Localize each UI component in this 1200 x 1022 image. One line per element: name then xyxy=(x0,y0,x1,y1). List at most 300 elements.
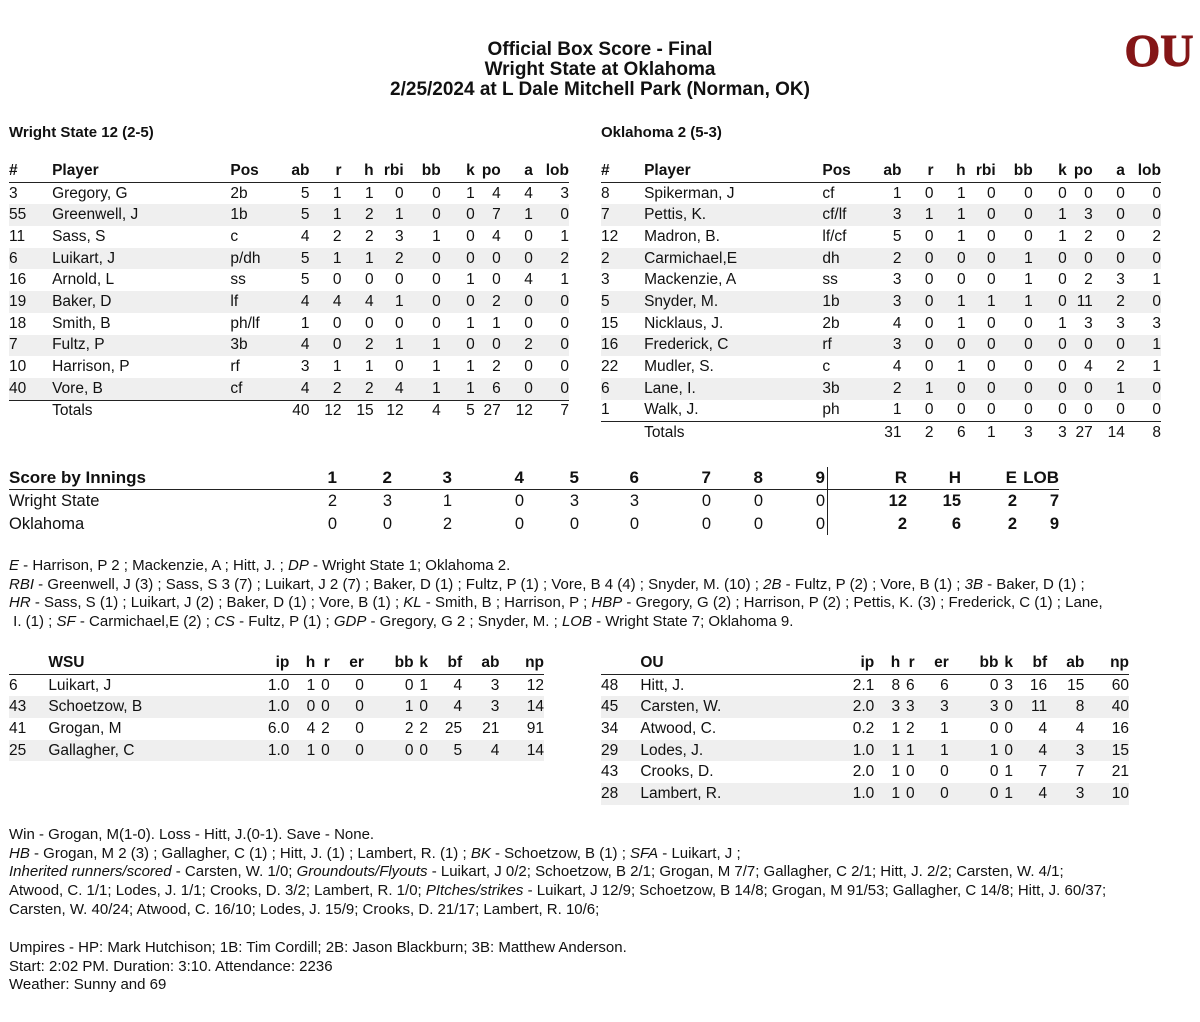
note-text: - Wright State 7; Oklahoma 9. xyxy=(591,612,794,630)
stat-cell: 0 xyxy=(1084,249,1093,267)
team-total: 2 xyxy=(897,514,907,533)
stat-cell: 60 xyxy=(1111,676,1129,694)
player-name: Spikerman, J xyxy=(644,184,735,202)
stat-cell: 3 xyxy=(395,227,404,245)
stat-cell: 15 xyxy=(1067,676,1085,694)
totals-cell: 7 xyxy=(560,402,569,420)
totals-label: E xyxy=(1005,467,1017,487)
note-text: - Gregory, G 2 ; Snyder, M. ; xyxy=(366,612,562,630)
note-text: I. (1) ; xyxy=(9,612,57,630)
stat-cell: 0 xyxy=(987,271,996,289)
column-header: bb xyxy=(979,653,999,671)
stat-cell: ss xyxy=(230,271,246,289)
player-name: Gregory, G xyxy=(52,184,128,202)
stat-cell: 4 xyxy=(1075,719,1085,737)
stat-cell: 0 xyxy=(404,741,414,759)
inning-runs: 0 xyxy=(382,514,392,533)
stat-cell: 1 xyxy=(432,227,441,245)
stat-cell: 2 xyxy=(332,379,342,397)
note-text: - Harrison, P 2 ; Mackenzie, A ; Hitt, J. ; xyxy=(19,557,288,574)
pitcher-name: Crooks, D. xyxy=(640,763,714,781)
column-header: h xyxy=(305,653,316,671)
stat-cell: 0 xyxy=(466,249,475,267)
column-header: lob xyxy=(1137,161,1161,179)
team-total: 2 xyxy=(1007,514,1017,533)
stat-cell: 1 xyxy=(940,719,949,737)
totals-cell: 40 xyxy=(292,402,310,420)
stat-cell: 2 xyxy=(364,206,374,224)
note-text: - Smith, B ; Harrison, P ; xyxy=(421,594,592,611)
note-label: LOB xyxy=(561,612,592,630)
stat-cell: 0 xyxy=(1084,379,1093,397)
stat-cell: 4 xyxy=(332,292,342,310)
stat-cell: 0 xyxy=(1024,206,1033,224)
totals-cell xyxy=(230,400,280,422)
batter-row xyxy=(9,335,569,357)
note-label: 2B xyxy=(763,575,782,593)
page-title: Official Box Score - Final xyxy=(487,39,713,60)
team-name: Wright State xyxy=(9,491,100,510)
totals-cell: 27 xyxy=(483,402,501,420)
player-name: Walk, J. xyxy=(644,401,699,419)
stat-cell: 0 xyxy=(492,271,501,289)
stat-cell: 0 xyxy=(924,249,934,267)
stat-cell: 0 xyxy=(1024,227,1033,245)
column-header: ab xyxy=(291,161,310,179)
stat-cell: 2 xyxy=(364,379,374,397)
column-header: h xyxy=(364,161,374,179)
stat-cell: 0 xyxy=(956,271,966,289)
stat-cell: 1 xyxy=(1004,763,1013,781)
stat-cell: 1 xyxy=(364,184,374,202)
innings-header-row xyxy=(9,467,1059,489)
note-label: HR xyxy=(9,594,31,611)
innings-team-row xyxy=(9,513,1059,536)
stat-cell: 3 xyxy=(892,292,902,310)
stat-cell: 0 xyxy=(924,401,934,419)
stat-cell: rf xyxy=(230,358,240,376)
stat-cell: 4 xyxy=(1038,719,1048,737)
player-name: Mudler, S. xyxy=(644,358,714,376)
stat-cell: 0 xyxy=(1116,184,1125,202)
stat-cell: 41 xyxy=(9,719,27,737)
stat-cell: 5 xyxy=(892,227,902,245)
stat-cell: 0 xyxy=(560,358,569,376)
inning-runs: 0 xyxy=(701,491,711,510)
stat-cell: 7 xyxy=(1038,763,1048,781)
stat-cell: 1 xyxy=(466,358,475,376)
column-header: r xyxy=(323,653,330,671)
pitcher-row xyxy=(9,696,544,718)
inning-number: 4 xyxy=(514,467,524,487)
player-name: Mackenzie, A xyxy=(644,271,737,289)
game-date-venue: 2/25/2024 at L Dale Mitchell Park (Norman, OK) xyxy=(390,79,810,100)
batter-row xyxy=(9,204,569,226)
stat-cell: 0 xyxy=(940,784,949,802)
away-pitching-table xyxy=(9,652,544,761)
stat-cell: 2 xyxy=(332,227,342,245)
stat-cell: 3 xyxy=(891,698,901,716)
column-header: k xyxy=(419,653,429,671)
stat-cell: 4 xyxy=(1084,358,1093,376)
stat-cell: 0 xyxy=(956,401,966,419)
note-label: BK xyxy=(470,844,491,862)
totals-cell: 5 xyxy=(466,402,475,420)
stat-cell: 0 xyxy=(466,292,475,310)
innings-title: Score by Innings xyxy=(9,467,146,487)
stat-cell: 0 xyxy=(1152,292,1161,310)
stat-cell: 0 xyxy=(1116,206,1125,224)
stat-cell: 3 xyxy=(560,184,569,202)
stat-cell: 0 xyxy=(492,249,501,267)
batter-row xyxy=(601,335,1161,357)
team-total: 12 xyxy=(888,491,907,510)
stat-cell: 1 xyxy=(1152,336,1161,354)
team-total: 9 xyxy=(1049,514,1059,533)
totals-cell: 12 xyxy=(386,402,404,420)
pitcher-row xyxy=(601,696,1129,718)
stat-cell: 3 xyxy=(1152,314,1161,332)
stat-cell: 1 xyxy=(466,271,475,289)
totals-cell: 14 xyxy=(1107,424,1125,442)
stat-cell: 18 xyxy=(9,314,27,332)
totals-cell: Totals xyxy=(644,424,685,442)
stat-cell: 2 xyxy=(419,719,429,737)
stat-cell: 12 xyxy=(601,227,619,245)
column-header: po xyxy=(1073,161,1093,179)
stat-cell: 2 xyxy=(1084,227,1093,245)
stat-cell: 0 xyxy=(466,336,475,354)
stat-cell: 29 xyxy=(601,741,619,759)
totals-cell: 27 xyxy=(1075,424,1093,442)
stat-cell: 21 xyxy=(482,719,500,737)
stat-cell: 4 xyxy=(524,271,533,289)
stat-cell: 3 xyxy=(989,698,999,716)
stat-cell: 0 xyxy=(906,784,915,802)
stat-cell: 15 xyxy=(601,314,619,332)
stat-cell: 1 xyxy=(332,184,342,202)
pitcher-name: Grogan, M xyxy=(48,719,122,737)
batter-row xyxy=(9,182,569,204)
stat-cell: 1 xyxy=(1024,271,1033,289)
stat-cell: 45 xyxy=(601,698,619,716)
inning-runs: 0 xyxy=(629,514,639,533)
stat-cell: 3 xyxy=(940,698,949,716)
stat-cell: 0 xyxy=(1058,336,1067,354)
stat-cell: 0 xyxy=(560,292,569,310)
stat-cell: 0 xyxy=(989,719,999,737)
note-text: - Baker, D (1) ; xyxy=(982,575,1085,593)
stat-cell: 0 xyxy=(987,336,996,354)
stat-cell: 3 xyxy=(601,271,610,289)
stat-cell: 40 xyxy=(9,379,27,397)
stat-cell: 5 xyxy=(300,249,310,267)
note-text: - Carmichael,E (2) ; xyxy=(75,612,215,630)
note-line xyxy=(9,901,1194,920)
column-header: k xyxy=(1058,161,1067,179)
note-text: - Schoetzow, B (1) ; xyxy=(490,844,631,862)
stat-cell: 4 xyxy=(300,227,310,245)
totals-cell: 2 xyxy=(924,424,934,442)
stat-cell: 22 xyxy=(601,358,619,376)
player-name: Madron, B. xyxy=(644,227,720,245)
column-header: Pos xyxy=(822,161,851,179)
team-name: Oklahoma xyxy=(9,514,85,533)
column-header: ip xyxy=(275,653,290,671)
column-header: k xyxy=(466,161,475,179)
stat-cell: 0 xyxy=(1058,379,1067,397)
stat-cell: 6 xyxy=(9,249,18,267)
stat-cell: 0 xyxy=(1084,401,1093,419)
stat-cell: 0 xyxy=(355,676,364,694)
note-label: Groundouts/Flyouts xyxy=(296,863,428,881)
stat-cell: 0 xyxy=(355,719,364,737)
stat-cell: 0 xyxy=(364,314,374,332)
stat-cell: 0 xyxy=(989,763,999,781)
totals-row xyxy=(601,422,1161,444)
note-text: - Greenwell, J (3) ; Sass, S 3 (7) ; Luikart, J 2 (7) ; Baker, D (1) ; Fultz, P (1) ; Vore, B 4 (4) ; Snyder, M. (10) ; xyxy=(34,575,764,593)
stat-cell: lf xyxy=(230,292,239,310)
stat-cell: 0 xyxy=(432,249,441,267)
stat-cell: 21 xyxy=(1111,763,1129,781)
game-info xyxy=(9,939,1194,995)
stat-cell: 3 xyxy=(1075,784,1085,802)
stat-cell: 10 xyxy=(9,358,27,376)
inning-number: 1 xyxy=(327,467,337,487)
column-header: r xyxy=(927,161,934,179)
stat-cell: 0 xyxy=(332,271,342,289)
stat-cell: 5 xyxy=(300,184,310,202)
note-text: Atwood, C. 1/1; Lodes, J. 1/1; Crooks, D. 3/2; Lambert, R. 1/0; xyxy=(9,882,426,900)
stat-cell: 3 xyxy=(1116,271,1125,289)
innings-team-row xyxy=(9,489,1059,513)
stat-cell: 48 xyxy=(601,676,619,694)
column-header: bb xyxy=(1013,161,1033,179)
stat-cell: 0 xyxy=(432,314,441,332)
stat-cell: 16 xyxy=(1029,676,1048,694)
stat-cell: 1 xyxy=(1152,358,1161,376)
player-name: Nicklaus, J. xyxy=(644,314,724,332)
stat-cell: 1 xyxy=(419,676,429,694)
stat-cell: ph xyxy=(822,401,840,419)
inning-runs: 3 xyxy=(629,491,639,510)
stat-cell: 0.2 xyxy=(852,719,875,737)
stat-cell: 0 xyxy=(419,741,429,759)
stat-cell: 7 xyxy=(9,336,18,354)
away-batting-table xyxy=(9,160,569,422)
weather-line: Weather: Sunny and 69 xyxy=(9,976,167,994)
stat-cell: 1 xyxy=(892,401,902,419)
stat-cell: 2 xyxy=(1116,358,1125,376)
note-label: SFA xyxy=(630,844,659,862)
stat-cell: 0 xyxy=(1024,184,1033,202)
column-header: er xyxy=(934,653,949,671)
column-header: bf xyxy=(447,653,463,671)
player-name: Harrison, P xyxy=(52,358,130,376)
column-header: Player xyxy=(644,161,691,179)
matchup-title: Wright State at Oklahoma xyxy=(484,59,716,80)
stat-cell: 11 xyxy=(9,227,26,245)
batter-row xyxy=(9,269,569,291)
stat-cell: 0 xyxy=(364,271,374,289)
home-batting-header-row xyxy=(601,160,1161,182)
player-name: Lane, I. xyxy=(644,379,696,397)
stat-cell: 0 xyxy=(1152,206,1161,224)
stat-cell: 1 xyxy=(395,292,404,310)
stat-cell: 4 xyxy=(524,184,533,202)
stat-cell: 5 xyxy=(300,206,310,224)
stat-cell: 0 xyxy=(1058,271,1067,289)
stat-cell: 0 xyxy=(432,184,441,202)
stat-cell: 1 xyxy=(924,206,934,224)
stat-cell: 1 xyxy=(891,763,901,781)
stat-cell: 6.0 xyxy=(267,719,290,737)
stat-cell: 6 xyxy=(906,676,915,694)
stat-cell: 91 xyxy=(526,719,544,737)
column-header: # xyxy=(601,161,610,179)
stat-cell: cf xyxy=(230,379,243,397)
note-label: RBI xyxy=(9,575,35,593)
stat-cell: 0 xyxy=(560,314,569,332)
pitcher-name: Carsten, W. xyxy=(640,698,722,716)
column-header: bb xyxy=(421,161,441,179)
stat-cell: 0 xyxy=(987,206,996,224)
team-abbrev: WSU xyxy=(48,653,85,671)
stat-cell: 7 xyxy=(1075,763,1085,781)
column-header: ab xyxy=(883,161,902,179)
stat-cell: 0 xyxy=(987,184,996,202)
stat-cell: 1 xyxy=(466,184,475,202)
stat-cell: 0 xyxy=(524,358,533,376)
player-name: Sass, S xyxy=(52,227,106,245)
column-header: h xyxy=(956,161,966,179)
stat-cell: 1 xyxy=(891,741,901,759)
column-header: ab xyxy=(481,653,500,671)
stat-cell: 3 xyxy=(9,184,18,202)
column-header: # xyxy=(9,161,18,179)
note-text: - Luikart, J 12/9; Schoetzow, B 14/8; Grogan, M 91/53; Gallagher, C 14/8; Hitt, J. 60/37; xyxy=(523,882,1107,900)
stat-cell: 19 xyxy=(9,292,27,310)
stat-cell: 0 xyxy=(404,676,414,694)
stat-cell: 0 xyxy=(1024,379,1033,397)
stat-cell: 3 xyxy=(1084,206,1093,224)
pitcher-row xyxy=(9,674,544,696)
stat-cell: 0 xyxy=(1058,292,1067,310)
totals-cell: 31 xyxy=(884,424,902,442)
stat-cell: 2 xyxy=(395,249,404,267)
player-name: Carmichael,E xyxy=(644,249,738,267)
stat-cell: 0 xyxy=(987,401,996,419)
stat-cell: 8 xyxy=(891,676,901,694)
stat-cell: 0 xyxy=(1058,184,1067,202)
note-label: CS xyxy=(214,612,235,630)
stat-cell: 4 xyxy=(364,292,374,310)
stat-cell: 2 xyxy=(1084,271,1093,289)
totals-cell: 1 xyxy=(987,424,996,442)
stat-cell: 1 xyxy=(364,249,374,267)
totals-label: H xyxy=(948,467,961,487)
stat-cell: 0 xyxy=(1024,401,1033,419)
stat-cell: 0 xyxy=(989,784,999,802)
stat-cell: 1 xyxy=(1024,292,1033,310)
logo-text: OU xyxy=(1124,25,1194,76)
pitcher-name: Lambert, R. xyxy=(640,784,722,802)
pitcher-row xyxy=(9,740,544,762)
stat-cell: 0 xyxy=(524,292,533,310)
stat-cell: 0 xyxy=(924,358,934,376)
stat-cell: 1 xyxy=(940,741,949,759)
stat-cell: 0 xyxy=(987,358,996,376)
innings-divider xyxy=(827,467,828,535)
inning-number: 6 xyxy=(629,467,639,487)
note-label: DP xyxy=(288,557,309,574)
stat-cell: 5 xyxy=(453,741,463,759)
batter-row xyxy=(601,400,1161,422)
stat-cell: 1 xyxy=(306,741,316,759)
inning-number: 9 xyxy=(815,467,825,487)
home-pitching-header-row xyxy=(601,652,1129,674)
stat-cell: c xyxy=(230,227,239,245)
stat-cell: 6 xyxy=(9,676,18,694)
totals-cell xyxy=(822,422,872,444)
stat-cell: 1 xyxy=(906,741,915,759)
stat-cell: 1 xyxy=(560,271,569,289)
stat-cell: 0 xyxy=(1024,358,1033,376)
stat-cell: 43 xyxy=(9,698,27,716)
stat-cell: 0 xyxy=(1004,698,1013,716)
pitcher-name: Lodes, J. xyxy=(640,741,704,759)
stat-cell: 0 xyxy=(466,206,475,224)
stat-cell: 4 xyxy=(892,358,902,376)
note-line xyxy=(9,882,1194,901)
stat-cell: 1.0 xyxy=(852,784,875,802)
pitcher-name: Gallagher, C xyxy=(48,741,135,759)
batter-row xyxy=(601,378,1161,400)
stat-cell: 1 xyxy=(1058,206,1067,224)
column-header: np xyxy=(1110,653,1129,671)
inning-runs: 3 xyxy=(569,491,579,510)
stat-cell: 0 xyxy=(321,741,330,759)
stat-cell: 0 xyxy=(924,271,934,289)
column-header: k xyxy=(1004,653,1013,671)
stat-cell: 1 xyxy=(395,206,404,224)
team-total: 7 xyxy=(1049,491,1059,510)
player-name: Fultz, P xyxy=(52,336,105,354)
team-abbrev: OU xyxy=(640,653,664,671)
stat-cell: 0 xyxy=(524,314,533,332)
inning-runs: 0 xyxy=(514,514,524,533)
player-name: Arnold, L xyxy=(52,271,115,289)
stat-cell: 0 xyxy=(1116,401,1125,419)
note-text: - Gregory, G (2) ; Harrison, P (2) ; Pettis, K. (3) ; Frederick, C (1) ; Lane, xyxy=(622,594,1103,611)
column-header: Pos xyxy=(230,161,259,179)
stat-cell: 8 xyxy=(601,184,610,202)
stat-cell: 0 xyxy=(1152,379,1161,397)
stat-cell: 2 xyxy=(892,379,902,397)
stat-cell: 1.0 xyxy=(267,698,290,716)
stat-cell: 15 xyxy=(1111,741,1129,759)
stat-cell: 3 xyxy=(1004,676,1013,694)
team-logo xyxy=(1124,14,1194,88)
stat-cell: 5 xyxy=(300,271,310,289)
stat-cell: 10 xyxy=(1111,784,1129,802)
stat-cell: 0 xyxy=(924,314,934,332)
stat-cell: 8 xyxy=(1075,698,1085,716)
player-name: Baker, D xyxy=(52,292,112,310)
batter-row xyxy=(601,356,1161,378)
umpires-line: Umpires - HP: Mark Hutchison; 1B: Tim Cordill; 2B: Jason Blackburn; 3B: Matthew Anderson. xyxy=(9,939,627,956)
note-text: - Luikart, J 0/2; Schoetzow, B 2/1; Grogan, M 7/7; Gallagher, C 2/1; Hitt, J. 2/2; Carsten, W. 4/1; xyxy=(427,863,1064,881)
